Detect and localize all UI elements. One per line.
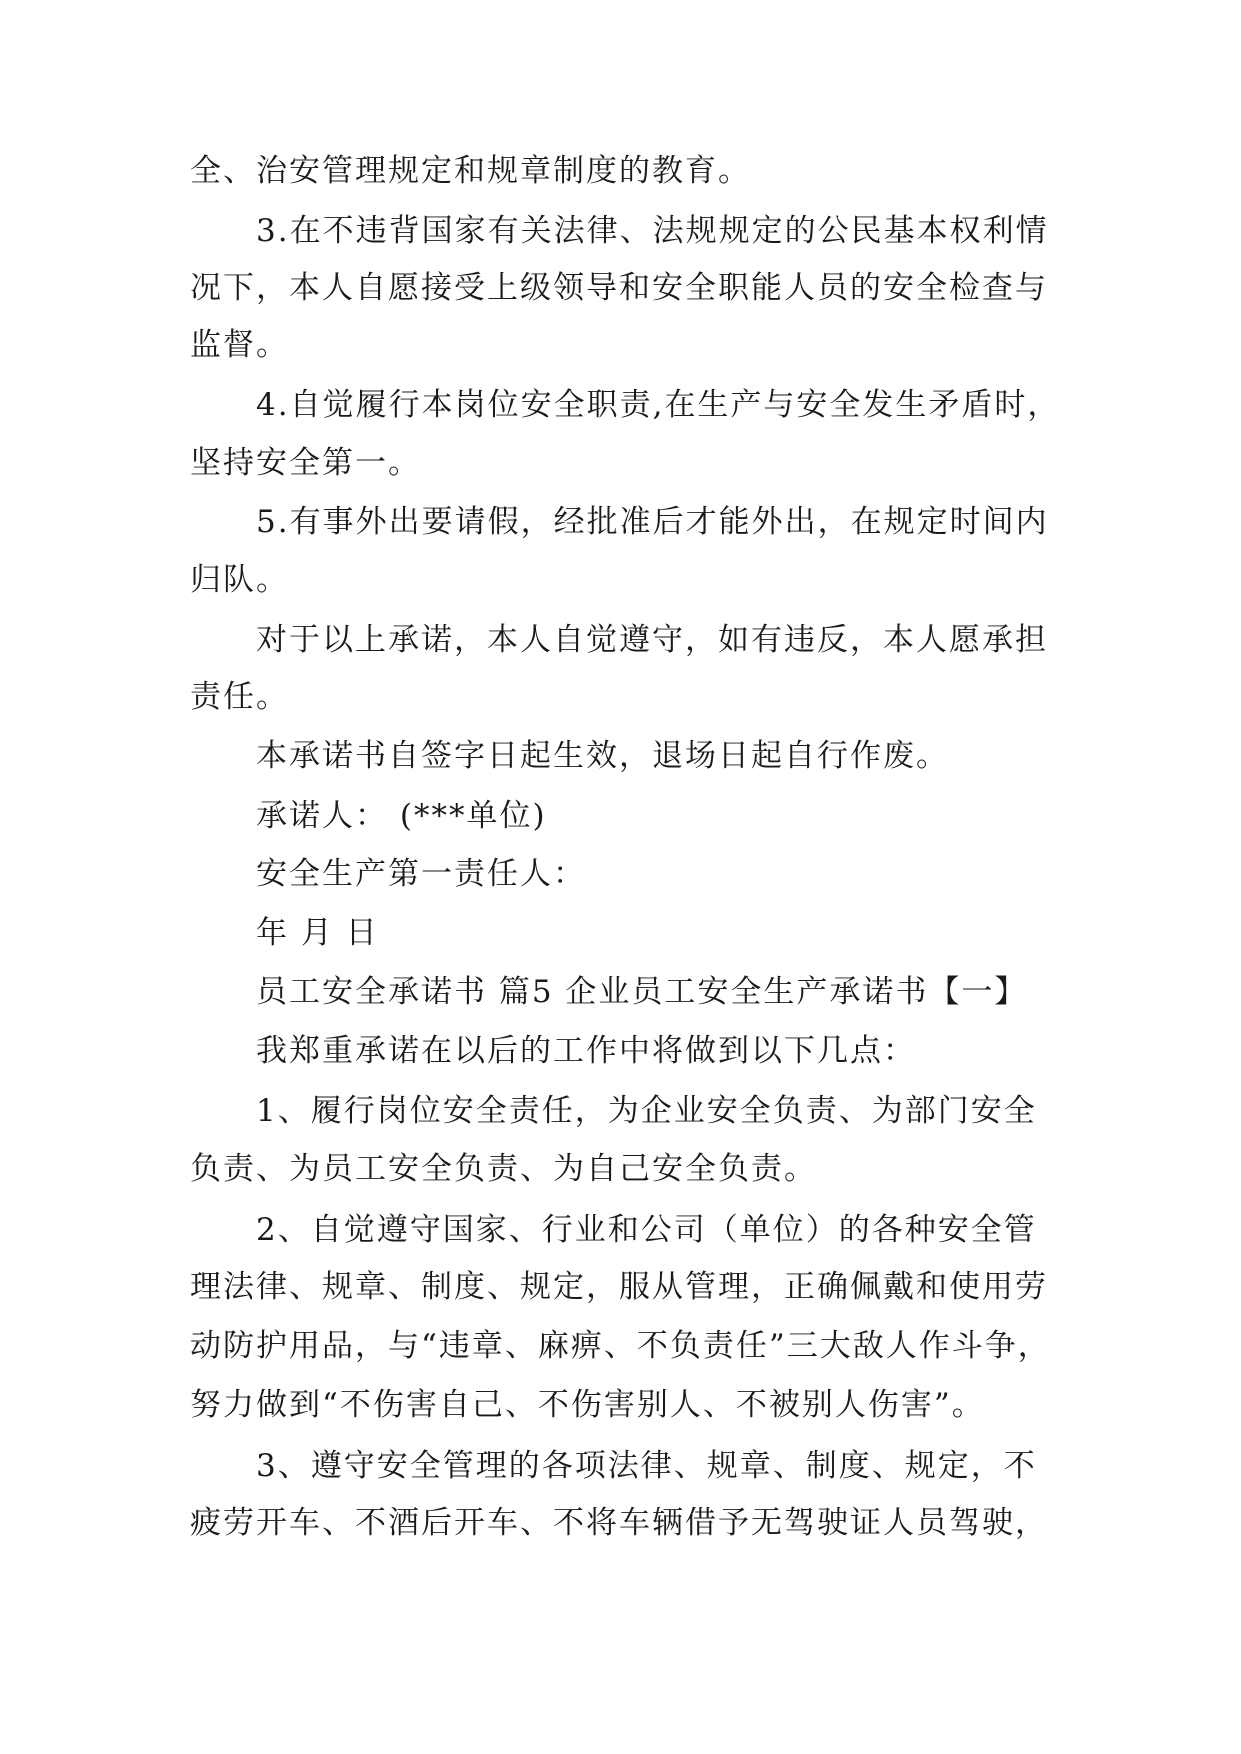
- text-line: 3、遵守安全管理的各项法律、规章、制度、规定，不: [256, 1448, 1037, 1484]
- text-line: 5.有事外出要请假，经批准后才能外出，在规定时间内: [256, 504, 1049, 540]
- responsible-person-label: 安全生产第一责任人：: [256, 856, 586, 892]
- text-line: 对于以上承诺，本人自觉遵守，如有违反，本人愿承担: [256, 622, 1048, 658]
- text-line: 疲劳开车、不酒后开车、不将车辆借予无驾驶证人员驾驶，: [190, 1505, 1048, 1541]
- text-line: 动防护用品，与“违章、麻痹、不负责任”三大敌人作斗争，: [190, 1328, 1051, 1364]
- text-line: 况下，本人自愿接受上级领导和安全职能人员的安全检查与: [190, 270, 1048, 306]
- text-line: 全、治安管理规定和规章制度的教育。: [190, 153, 751, 189]
- text-line: 2、自觉遵守国家、行业和公司（单位）的各种安全管: [256, 1212, 1037, 1248]
- date-line: 年 月 日: [256, 915, 379, 951]
- text-line: 1、履行岗位安全责任，为企业安全负责、为部门安全: [256, 1093, 1037, 1129]
- text-line: 坚持安全第一。: [190, 445, 421, 481]
- text-line: 理法律、规章、制度、规定，服从管理，正确佩戴和使用劳: [190, 1269, 1048, 1305]
- text-line: 责任。: [190, 679, 289, 715]
- text-line: 本承诺书自签字日起生效，退场日起自行作废。: [256, 738, 949, 774]
- text-line: 4.自觉履行本岗位安全职责,在生产与安全发生矛盾时，: [256, 387, 1061, 423]
- text-line: 3.在不违背国家有关法律、法规规定的公民基本权利情: [256, 213, 1049, 249]
- text-line: 归队。: [190, 562, 289, 598]
- text-line: 负责、为员工安全负责、为自己安全负责。: [190, 1151, 817, 1187]
- text-line: 我郑重承诺在以后的工作中将做到以下几点：: [256, 1033, 916, 1069]
- section-heading: 员工安全承诺书 篇5 企业员工安全生产承诺书【一】: [256, 974, 1028, 1010]
- signatory-label: 承诺人： (***单位): [256, 798, 547, 834]
- text-line: 监督。: [190, 327, 289, 363]
- text-line: 努力做到“不伤害自己、不伤害别人、不被别人伤害”。: [190, 1387, 985, 1423]
